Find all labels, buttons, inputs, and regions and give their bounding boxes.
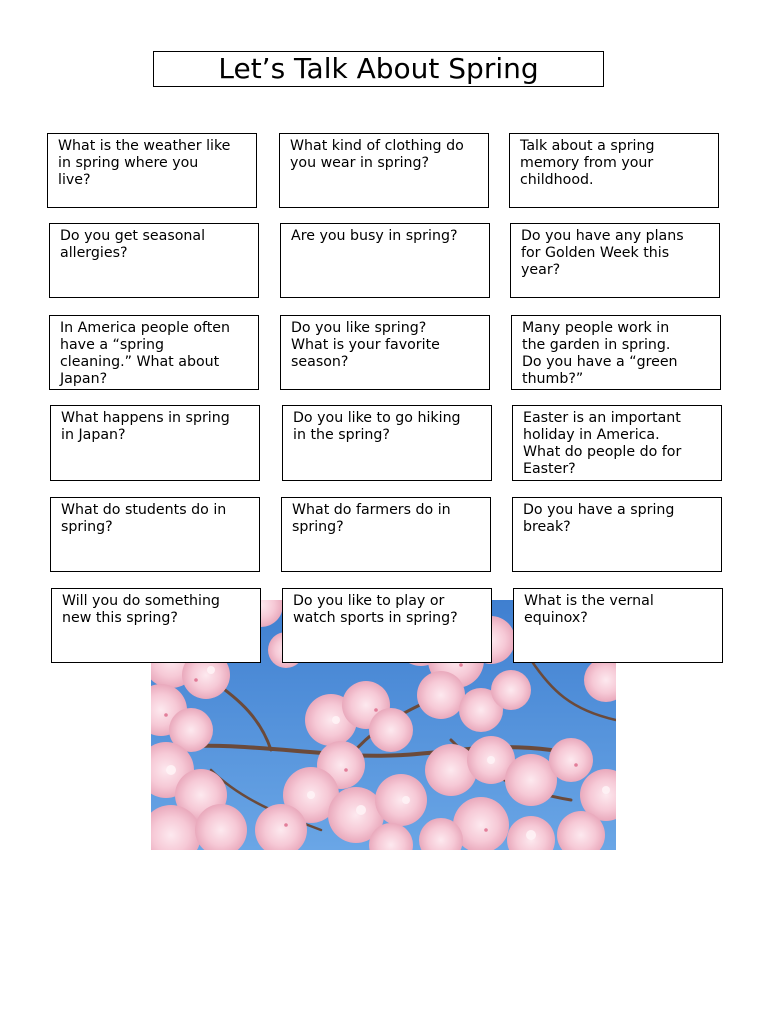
question-card: Talk about a spring memory from your childhood.	[509, 133, 719, 208]
question-card: Easter is an important holiday in America. What do people do for Easter?	[512, 405, 722, 481]
question-card: Do you have a spring break?	[512, 497, 722, 572]
question-card: What do students do in spring?	[50, 497, 260, 572]
question-card: Do you get seasonal allergies?	[49, 223, 259, 298]
question-card: Do you have any plans for Golden Week this year?	[510, 223, 720, 298]
question-card: Do you like to play or watch sports in spring?	[282, 588, 492, 663]
question-card: Will you do something new this spring?	[51, 588, 261, 663]
question-card: Do you like to go hiking in the spring?	[282, 405, 492, 481]
question-card: What kind of clothing do you wear in spring?	[279, 133, 489, 208]
question-card: In America people often have a “spring cleaning.” What about Japan?	[49, 315, 259, 390]
question-card: What do farmers do in spring?	[281, 497, 491, 572]
question-card: Do you like spring? What is your favorite season?	[280, 315, 490, 390]
question-card: What is the weather like in spring where you live?	[47, 133, 257, 208]
question-card: Are you busy in spring?	[280, 223, 490, 298]
question-card: Many people work in the garden in spring. Do you have a “green thumb?”	[511, 315, 721, 390]
page-title: Let’s Talk About Spring	[153, 51, 604, 87]
question-card: What happens in spring in Japan?	[50, 405, 260, 481]
question-card: What is the vernal equinox?	[513, 588, 723, 663]
